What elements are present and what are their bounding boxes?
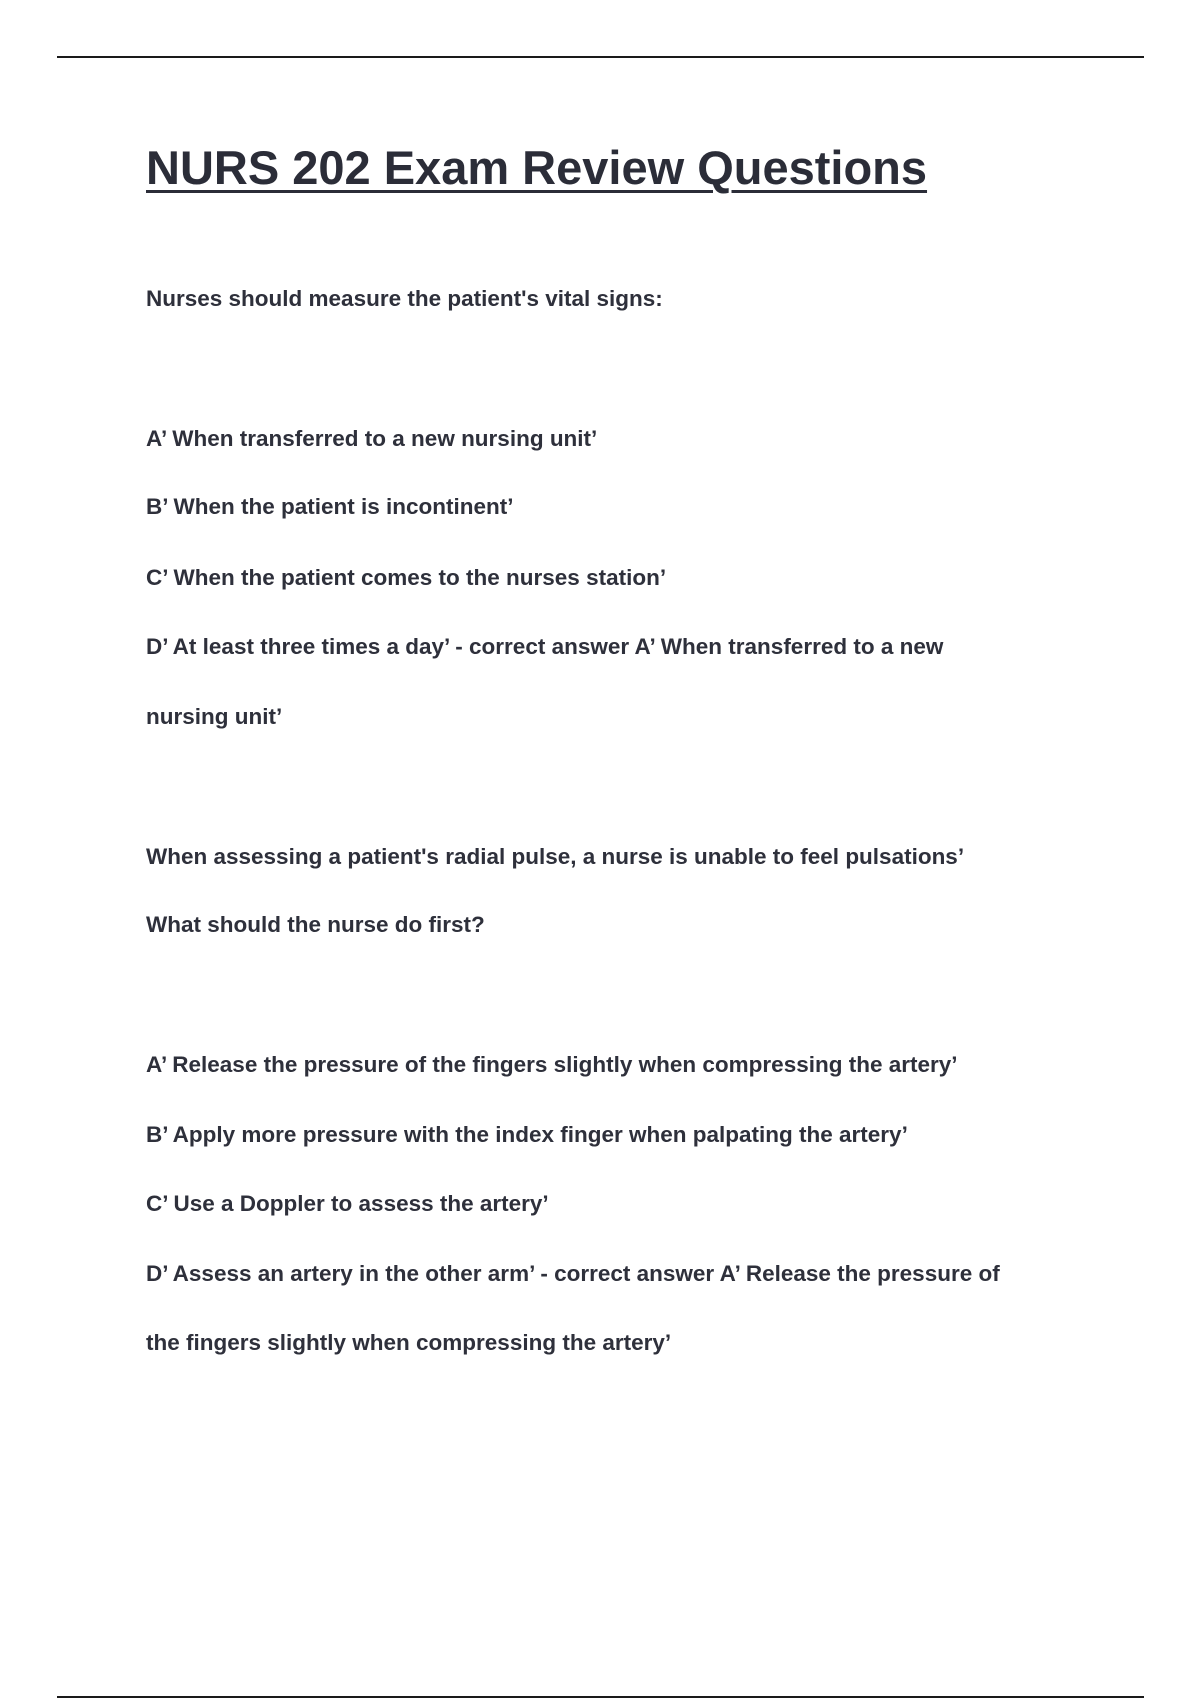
bottom-rule bbox=[57, 1696, 1144, 1698]
question-2-option-d: D’ Assess an artery in the other arm’ - correct answer A’ Release the pressure of bbox=[146, 1261, 1000, 1286]
question-1-option-a: A’ When transferred to a new nursing unit’ bbox=[146, 426, 598, 451]
top-rule bbox=[57, 56, 1144, 58]
question-2-option-a: A’ Release the pressure of the fingers slightly when compressing the artery’ bbox=[146, 1052, 958, 1077]
question-2-answer-continued: the fingers slightly when compressing the artery’ bbox=[146, 1330, 672, 1355]
question-1-option-b: B’ When the patient is incontinent’ bbox=[146, 494, 514, 519]
question-2-option-b: B’ Apply more pressure with the index finger when palpating the artery’ bbox=[146, 1122, 908, 1147]
question-1-answer-continued: nursing unit’ bbox=[146, 704, 283, 729]
question-1-option-c: C’ When the patient comes to the nurses station’ bbox=[146, 565, 667, 590]
question-2-option-c: C’ Use a Doppler to assess the artery’ bbox=[146, 1191, 549, 1216]
question-2-stem-continued: What should the nurse do first? bbox=[146, 912, 485, 937]
question-1-stem: Nurses should measure the patient's vital signs: bbox=[146, 286, 663, 311]
question-2-stem: When assessing a patient's radial pulse, a nurse is unable to feel pulsations’ bbox=[146, 844, 965, 869]
page-title: NURS 202 Exam Review Questions bbox=[146, 141, 928, 194]
question-1-option-d: D’ At least three times a day’ - correct answer A’ When transferred to a new bbox=[146, 634, 944, 659]
